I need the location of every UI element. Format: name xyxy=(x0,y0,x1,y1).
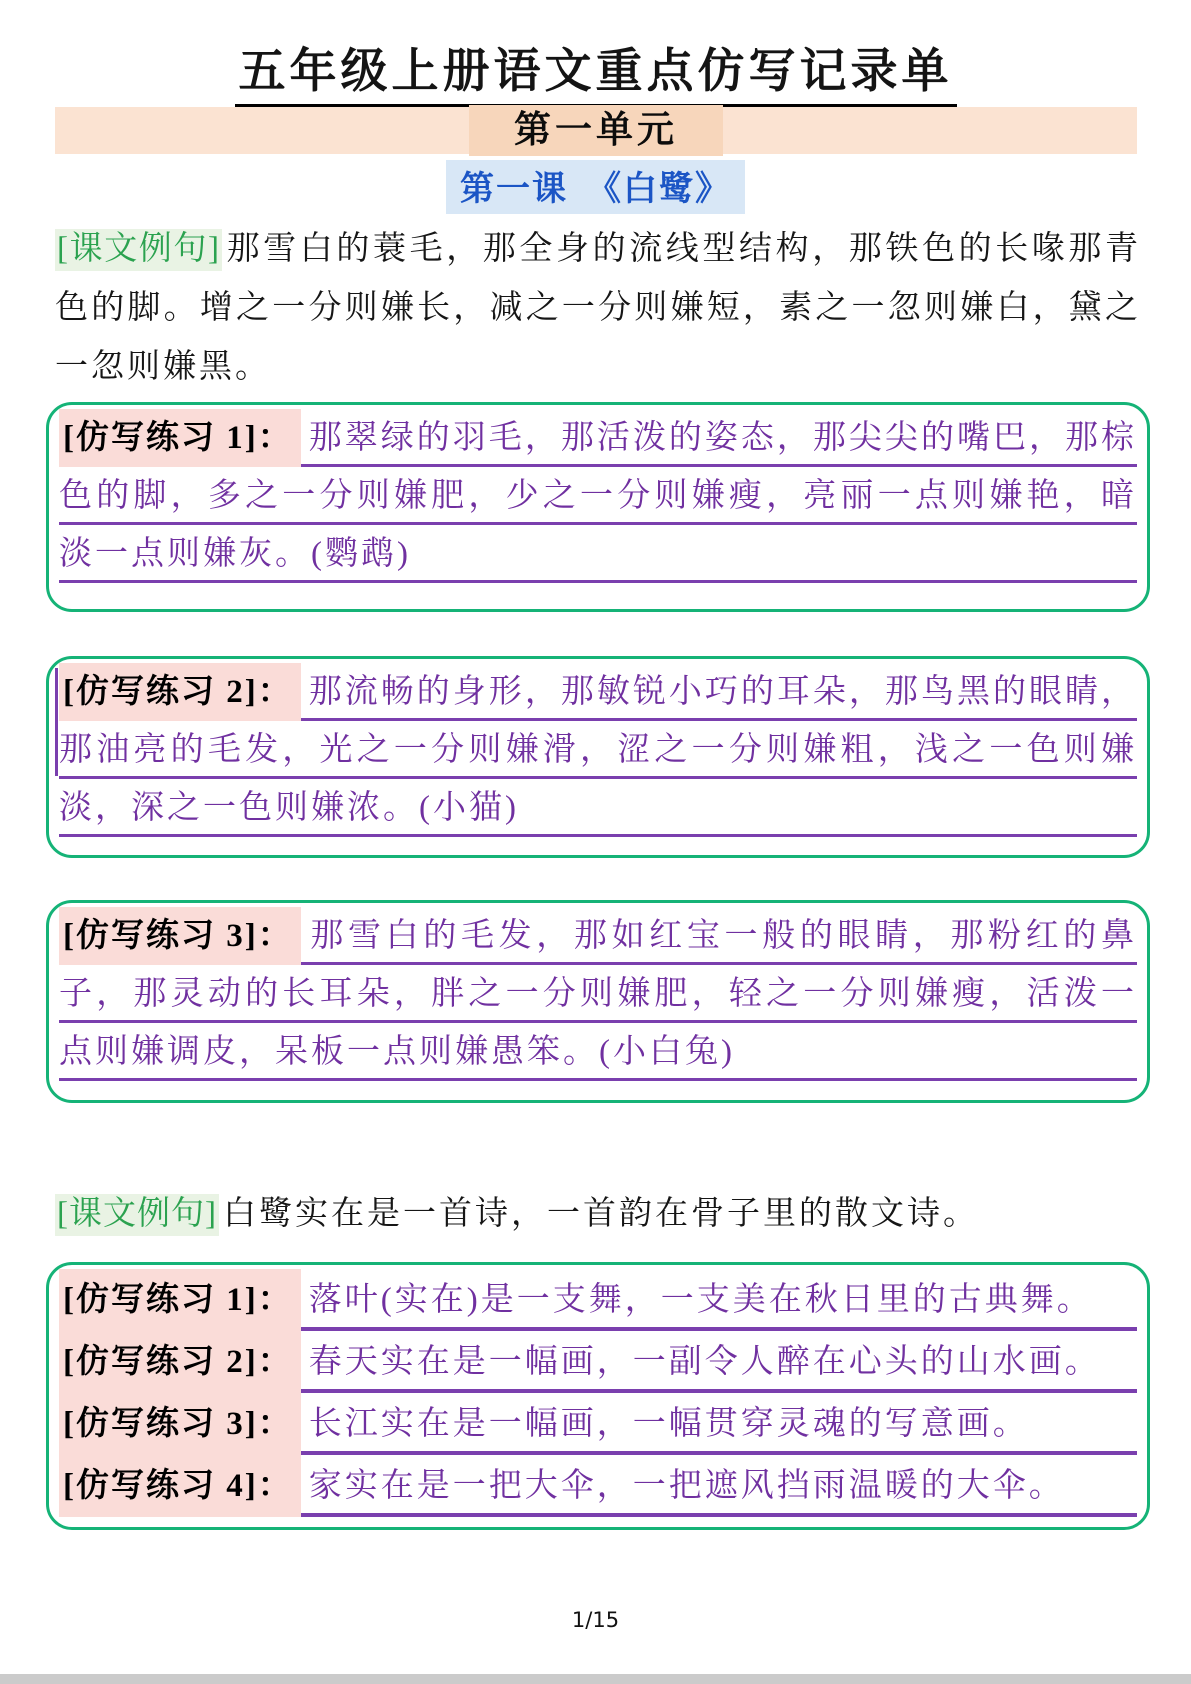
practice-line-2-label: [仿写练习 2]： xyxy=(59,1331,301,1393)
lesson-heading-wrap xyxy=(0,160,1191,214)
example-text-2: 白鹭实在是一首诗，一首韵在骨子里的散文诗。 xyxy=(222,1196,979,1232)
example-text-1: 那雪白的蓑毛，那全身的流线型结构，那铁色的长喙那青色的脚。增之一分则嫌长，减之一分则嫌短，素之一忽则嫌白，黛之一忽则嫌黑。 xyxy=(55,231,1141,385)
title-wrap xyxy=(0,34,1191,108)
unit-banner xyxy=(55,107,1137,154)
example-paragraph-1 xyxy=(55,220,1141,398)
practice-line-3-label: [仿写练习 3]： xyxy=(59,1393,301,1455)
unit-title: 第一单元 xyxy=(514,110,678,151)
practice-box-1-text: 那翠绿的羽毛，那活泼的姿态，那尖尖的嘴巴，那棕色的脚，多之一分则嫌肥，少之一分则嫌瘦，亮丽一点则嫌艳，暗淡一点则嫌灰。(鹦鹉) xyxy=(59,420,1137,572)
practice-box-1-lines xyxy=(59,409,1137,583)
practice-box-1-label: [仿写练习 1]： xyxy=(59,409,301,467)
practice-box-3-label: [仿写练习 3]： xyxy=(59,907,301,965)
example-label-2: [课文例句] xyxy=(55,1194,219,1236)
practice-box-4-rows xyxy=(59,1269,1137,1517)
practice-box-2-label: [仿写练习 2]： xyxy=(59,663,301,721)
next-page-edge xyxy=(0,1674,1191,1684)
practice-line-3 xyxy=(59,1393,1137,1455)
practice-box-2 xyxy=(46,656,1150,858)
practice-box-4 xyxy=(46,1262,1150,1530)
practice-box-2-lines xyxy=(59,663,1137,837)
practice-line-2 xyxy=(59,1331,1137,1393)
example-paragraph-2 xyxy=(55,1185,1141,1245)
practice-line-1 xyxy=(59,1269,1137,1331)
practice-box-3-text: 那雪白的毛发，那如红宝一般的眼睛，那粉红的鼻子，那灵动的长耳朵，胖之一分则嫌肥，轻之一分则嫌瘦，活泼一点则嫌调皮，呆板一点则嫌愚笨。(小白兔) xyxy=(59,918,1137,1070)
practice-line-2-text: 春天实在是一幅画，一副令人醉在心头的山水画。 xyxy=(308,1344,1101,1380)
practice-box-1 xyxy=(46,402,1150,612)
practice-box-3 xyxy=(46,900,1150,1103)
practice-box-2-text: 那流畅的身形，那敏锐小巧的耳朵，那鸟黑的眼睛，那油亮的毛发，光之一分则嫌滑，涩之一分则嫌粗，浅之一色则嫌淡，深之一色则嫌浓。(小猫) xyxy=(59,674,1137,826)
practice-line-1-text: 落叶(实在)是一支舞，一支美在秋日里的古典舞。 xyxy=(308,1282,1093,1318)
practice-line-3-text: 长江实在是一幅画，一幅贯穿灵魂的写意画。 xyxy=(308,1406,1029,1442)
stray-pen-stroke xyxy=(55,668,58,776)
lesson-heading: 第一课 《白鹭》 xyxy=(446,160,745,214)
practice-line-1-label: [仿写练习 1]： xyxy=(59,1269,301,1331)
example-label-1: [课文例句] xyxy=(55,229,222,271)
practice-line-4-text: 家实在是一把大伞，一把遮风挡雨温暖的大伞。 xyxy=(308,1468,1065,1504)
page-number: 1/15 xyxy=(571,1608,620,1632)
practice-line-4 xyxy=(59,1455,1137,1517)
practice-line-4-label: [仿写练习 4]： xyxy=(59,1455,301,1517)
practice-box-3-lines xyxy=(59,907,1137,1081)
document-title: 五年级上册语文重点仿写记录单 xyxy=(235,34,957,108)
